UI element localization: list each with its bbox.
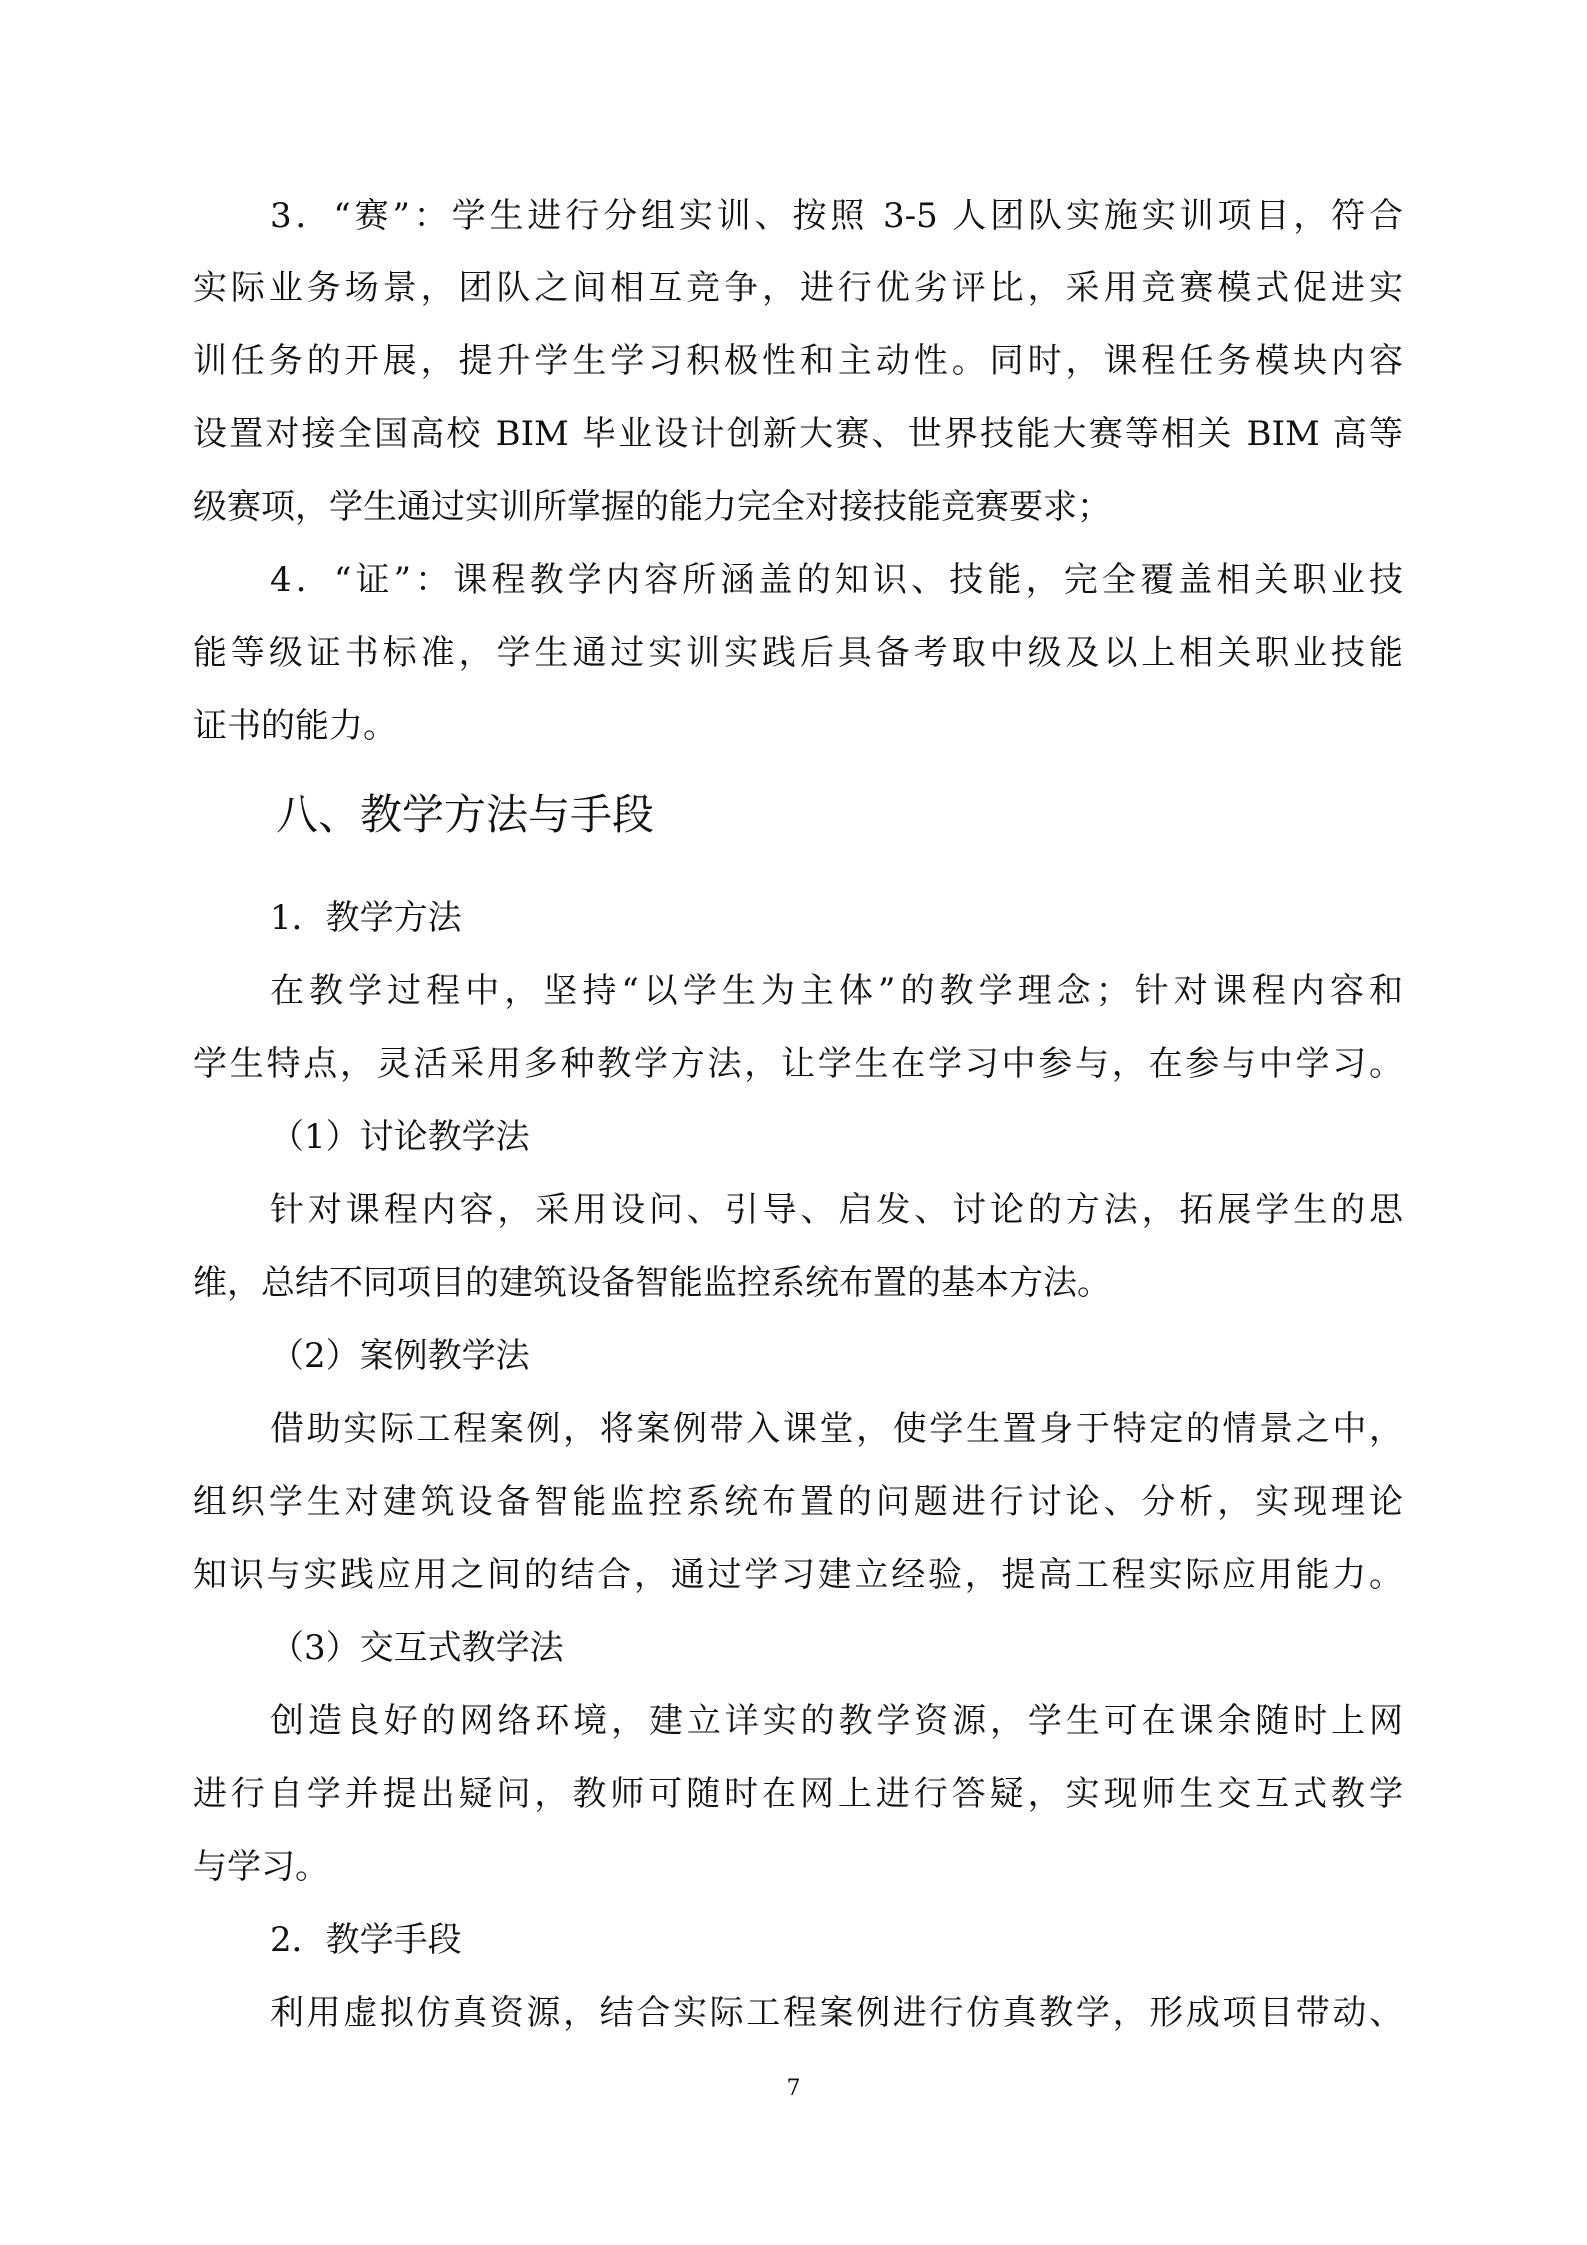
paragraph-line: 维，总结不同项目的建筑设备智能监控系统布置的基本方法。 [193, 1263, 1111, 1303]
method-title: （3）交互式教学法 [270, 1628, 564, 1668]
paragraph-line: 3．“赛”：学生进行分组实训、按照 3-5 人团队实施实训项目，符合 [270, 196, 1403, 236]
paragraph-line: 设置对接全国高校 BIM 毕业设计创新大赛、世界技能大赛等相关 BIM 高等 [193, 414, 1403, 454]
section-heading: 八、教学方法与手段 [276, 790, 655, 839]
paragraph-line: 训任务的开展，提升学生学习积极性和主动性。同时，课程任务模块内容 [193, 341, 1403, 381]
paragraph-line: 能等级证书标准，学生通过实训实践后具备考取中级及以上相关职业技能 [193, 633, 1403, 673]
paragraph-line: 与学习。 [193, 1847, 329, 1887]
paragraph-line: 利用虚拟仿真资源，结合实际工程案例进行仿真教学，形成项目带动、 [270, 1993, 1403, 2033]
paragraph-line: 针对课程内容，采用设问、引导、启发、讨论的方法，拓展学生的思 [270, 1190, 1403, 1230]
paragraph-line: 组织学生对建筑设备智能监控系统布置的问题进行讨论、分析，实现理论 [193, 1482, 1403, 1522]
subsection-title: 2．教学手段 [270, 1920, 462, 1960]
paragraph-line: 进行自学并提出疑问，教师可随时在网上进行答疑，实现师生交互式教学 [193, 1774, 1403, 1814]
paragraph-line: 4．“证”：课程教学内容所涵盖的知识、技能，完全覆盖相关职业技 [270, 560, 1403, 600]
paragraph-line: 实际业务场景，团队之间相互竞争，进行优劣评比，采用竞赛模式促进实 [193, 268, 1403, 308]
paragraph-line: 学生特点，灵活采用多种教学方法，让学生在学习中参与，在参与中学习。 [193, 1044, 1403, 1084]
paragraph-line: 创造良好的网络环境，建立详实的教学资源，学生可在课余随时上网 [270, 1701, 1403, 1741]
paragraph-line: 借助实际工程案例，将案例带入课堂，使学生置身于特定的情景之中， [270, 1409, 1403, 1449]
paragraph-line: 证书的能力。 [193, 706, 397, 746]
paragraph-line: 在教学过程中，坚持“以学生为主体”的教学理念；针对课程内容和 [270, 971, 1403, 1011]
page-number: 7 [786, 2076, 801, 2101]
method-title: （2）案例教学法 [270, 1336, 530, 1376]
method-title: （1）讨论教学法 [270, 1117, 530, 1157]
subsection-title: 1．教学方法 [270, 898, 462, 938]
paragraph-line: 级赛项，学生通过实训所掌握的能力完全对接技能竞赛要求； [193, 487, 1111, 527]
paragraph-line: 知识与实践应用之间的结合，通过学习建立经验，提高工程实际应用能力。 [193, 1555, 1403, 1595]
